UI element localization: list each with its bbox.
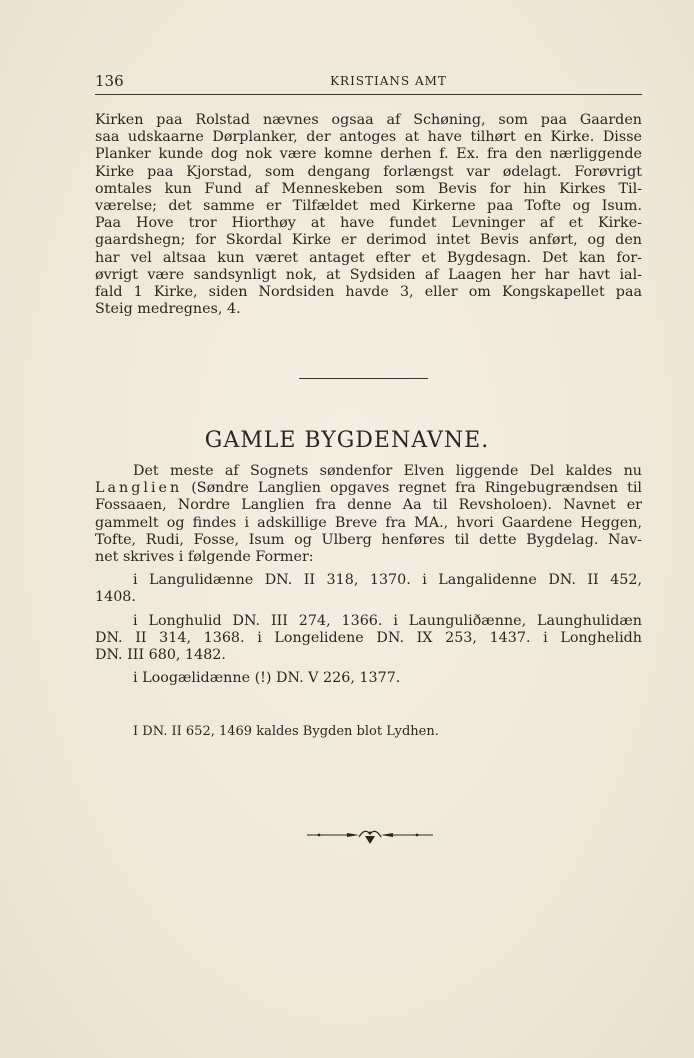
- text-line: værelse; det samme er Tilfældet med Kirkerne paa Tofte og Isum.: [95, 198, 642, 215]
- text-line: gammelt og findes i adskillige Breve fra MA., hvori Gaardene Heggen,: [95, 514, 642, 531]
- text-line: DN. III 680, 1482.: [95, 647, 226, 664]
- text-line: har vel altsaa kun været antaget efter et Bygdesagn. Det kan for-: [95, 249, 642, 266]
- text-line: saa udskaarne Dørplanker, der antoges at have tilhørt en Kirke. Disse: [95, 129, 642, 146]
- ornament-divider-icon: [307, 828, 433, 848]
- text-line: omtales kun Fund af Menneskeben som Bevis for hin Kirkes Til-: [95, 180, 642, 197]
- text-line: i Langulidænne DN. II 318, 1370. i Langalidenne DN. II 452,: [133, 572, 642, 589]
- text-line: [95, 480, 642, 497]
- text-line: i Loogælidænne (!) DN. V 226, 1377.: [133, 670, 401, 687]
- text-line: Steig medregnes, 4.: [95, 301, 241, 318]
- text-line: Det meste af Sognets søndenfor Elven liggende Del kaldes nu: [133, 463, 642, 479]
- form-entry: [95, 613, 642, 665]
- text-line: net skrives i følgende Former:: [95, 549, 314, 566]
- section-title: GAMLE BYGDENAVNE.: [204, 428, 490, 453]
- form-entry: [95, 670, 642, 687]
- text-line: Paa Hove tror Hiorthøy at have fundet Levninger af et Kirke-: [95, 215, 642, 232]
- spaced-word: Langlien: [95, 480, 183, 497]
- page-header: [95, 72, 642, 95]
- text-line: Planker kunde dog nok være komne derhen f. Ex. fra den nærliggende: [95, 146, 642, 163]
- text-line: fald 1 Kirke, siden Nordsiden havde 3, eller om Kongskapellet paa: [95, 284, 642, 301]
- form-entry: [95, 572, 642, 606]
- footnote: I DN. II 652, 1469 kaldes Bygden blot Lydhen.: [133, 724, 439, 739]
- ornament-divider-icon: [307, 828, 433, 848]
- page-number: 136: [95, 72, 124, 90]
- paragraph-langlien: [95, 463, 642, 687]
- text-line: 1408.: [95, 589, 136, 606]
- text-line: Kirken paa Rolstad nævnes ogsaa af Schøning, som paa Gaarden: [95, 112, 642, 128]
- text-line: øvrigt være sandsynligt nok, at Sydsiden af Laagen her har havt ial-: [95, 266, 642, 283]
- section-divider: [299, 378, 428, 379]
- text-line: Tofte, Rudi, Fosse, Isum og Ulberg henføres til dette Bygdelag. Nav-: [95, 531, 642, 548]
- running-head: KRISTIANS AMT: [330, 74, 447, 88]
- text-line: gaardshegn; for Skordal Kirke er derimod intet Bevis anført, og den: [95, 232, 642, 249]
- text-line: Fossaaen, Nordre Langlien fra denne Aa til Revsholoen). Navnet er: [95, 497, 642, 514]
- text-line: Kirke paa Kjorstad, som dengang forlængst var ødelagt. Forøvrigt: [95, 163, 642, 180]
- text-line: DN. II 314, 1368. i Longelidene DN. IX 253, 1437. i Longhelidh: [95, 629, 642, 646]
- text-fragment: (Søndre Langlien opgaves regnet fra Ringebugrændsen til: [191, 480, 642, 497]
- text-line: i Longhulid DN. III 274, 1366. i Launguliðænne, Launghulidæn: [133, 612, 642, 629]
- paragraph-rolstad: [95, 112, 642, 318]
